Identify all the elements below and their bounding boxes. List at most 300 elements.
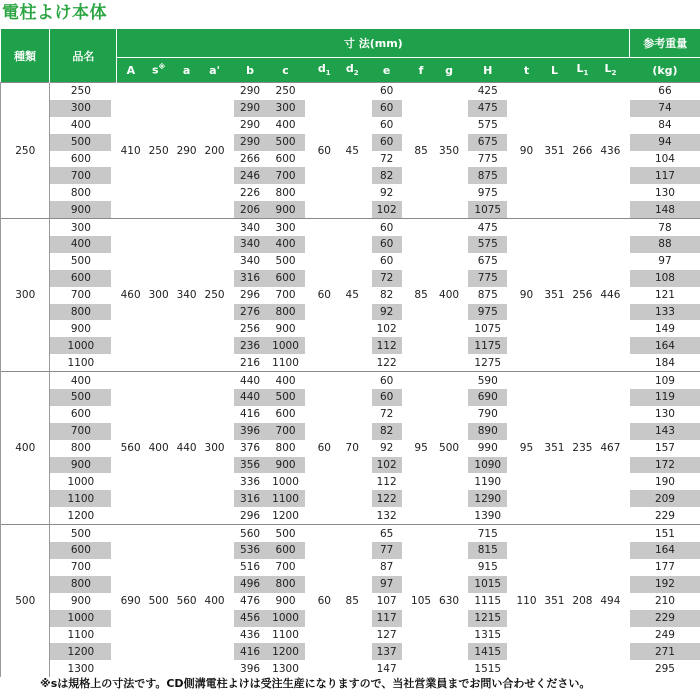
cell-a-upper: 410 <box>117 83 145 219</box>
cell-b: 396 <box>234 423 266 440</box>
cell-t: 110 <box>513 525 541 678</box>
cell-c: 400 <box>266 236 305 253</box>
cell-l2: 494 <box>596 525 624 678</box>
product-cell: 600 <box>50 542 111 559</box>
gap-cell <box>305 423 310 440</box>
gap-cell <box>111 610 116 627</box>
header-col-b: b <box>234 58 266 83</box>
cell-h: 425 <box>468 83 507 100</box>
cell-e: 132 <box>376 509 397 522</box>
cell-e: 102 <box>372 201 402 218</box>
product-cell: 700 <box>70 289 91 302</box>
gap-cell <box>507 507 512 524</box>
cell-e: 97 <box>372 576 402 593</box>
cell-d1: 60 <box>310 372 338 525</box>
cell-b: 290 <box>234 100 266 117</box>
cell-c: 500 <box>266 389 305 406</box>
gap-cell <box>402 270 407 287</box>
gap-cell <box>111 423 116 440</box>
weight-cell: 271 <box>630 643 700 660</box>
cell-e: 60 <box>372 219 402 236</box>
cell-l: 351 <box>540 219 568 372</box>
cell-h: 1190 <box>474 475 502 488</box>
gap-cell <box>402 559 407 576</box>
header-col-s: s※ <box>145 58 173 83</box>
gap-cell <box>111 473 116 490</box>
cell-c: 900 <box>275 322 296 335</box>
gap-cell <box>402 320 407 337</box>
gap-cell <box>507 304 512 321</box>
gap-cell <box>507 627 512 644</box>
cell-s: 500 <box>145 525 173 678</box>
product-cell: 500 <box>50 134 111 151</box>
gap-cell <box>507 457 512 474</box>
gap-cell <box>507 643 512 660</box>
cell-t: 95 <box>513 372 541 525</box>
product-cell: 700 <box>70 561 91 574</box>
gap-cell <box>507 354 512 371</box>
cell-s: 250 <box>145 83 173 219</box>
cell-c: 700 <box>275 289 296 302</box>
gap-cell <box>402 490 407 507</box>
gap-cell <box>402 473 407 490</box>
cell-e: 112 <box>372 337 402 354</box>
header-col-g: g <box>435 58 463 83</box>
cell-h: 890 <box>468 423 507 440</box>
gap-cell <box>111 184 116 201</box>
gap-cell <box>402 253 407 270</box>
cell-b: 560 <box>234 525 266 542</box>
header-col-c: c <box>266 58 305 83</box>
gap-cell <box>507 151 512 168</box>
cell-a: 290 <box>173 83 201 219</box>
weight-cell: 133 <box>630 304 700 321</box>
product-cell: 300 <box>50 219 111 236</box>
cell-d2: 70 <box>338 372 366 525</box>
weight-cell: 109 <box>630 372 700 389</box>
product-cell: 1000 <box>50 337 111 354</box>
product-cell: 1100 <box>67 356 95 369</box>
product-cell: 500 <box>70 255 91 268</box>
product-cell: 800 <box>70 186 91 199</box>
cell-d1: 60 <box>310 525 338 678</box>
cell-b: 246 <box>234 167 266 184</box>
type-cell: 300 <box>1 219 50 372</box>
type-cell: 250 <box>1 83 50 219</box>
cell-e: 107 <box>376 595 397 608</box>
cell-b: 476 <box>240 595 261 608</box>
cell-h: 990 <box>477 442 498 455</box>
product-cell: 900 <box>50 201 111 218</box>
gap-cell <box>507 320 512 337</box>
gap-cell <box>305 304 310 321</box>
cell-h: 1075 <box>468 201 507 218</box>
cell-b: 316 <box>234 270 266 287</box>
cell-b: 340 <box>240 255 261 268</box>
gap-cell <box>111 559 116 576</box>
gap-cell <box>402 423 407 440</box>
gap-cell <box>305 389 310 406</box>
gap-cell <box>111 593 116 610</box>
cell-h: 575 <box>477 119 498 132</box>
cell-e: 60 <box>379 255 394 268</box>
gap-cell <box>305 337 310 354</box>
product-cell: 1100 <box>67 628 95 641</box>
gap-cell <box>111 406 116 423</box>
header-col-d1: $d_1$ <box>310 58 338 83</box>
cell-e: 72 <box>379 408 394 421</box>
product-cell: 1200 <box>67 509 95 522</box>
cell-a: 560 <box>173 525 201 678</box>
product-cell: 800 <box>50 576 111 593</box>
header-col-f: f <box>407 58 435 83</box>
gap-cell <box>305 610 310 627</box>
cell-e: 87 <box>379 561 394 574</box>
weight-cell: 74 <box>630 100 700 117</box>
gap-cell <box>507 610 512 627</box>
weight-cell: 130 <box>654 408 675 421</box>
cell-a: 340 <box>173 219 201 372</box>
cell-b: 290 <box>234 134 266 151</box>
cell-c: 400 <box>266 372 305 389</box>
weight-cell: 97 <box>658 255 672 268</box>
cell-b: 440 <box>234 372 266 389</box>
cell-c: 600 <box>275 153 296 165</box>
cell-t: 90 <box>513 219 541 372</box>
page-title: 電柱よけ本体 <box>2 3 107 23</box>
cell-e: 82 <box>372 167 402 184</box>
cell-f: 85 <box>407 219 435 372</box>
gap-cell <box>507 134 512 151</box>
gap-cell <box>507 542 512 559</box>
cell-h: 975 <box>468 304 507 321</box>
cell-b: 256 <box>240 322 261 335</box>
cell-h: 475 <box>468 219 507 236</box>
s-note-mark: ※ <box>158 63 166 72</box>
weight-cell: 172 <box>630 457 700 474</box>
product-cell: 800 <box>50 304 111 321</box>
cell-l: 351 <box>540 525 568 678</box>
table-row <box>1 83 700 100</box>
header-row-1 <box>1 29 700 58</box>
gap-cell <box>111 627 116 644</box>
cell-c: 800 <box>275 442 296 455</box>
cell-b: 376 <box>240 442 261 455</box>
cell-b: 536 <box>234 542 266 559</box>
cell-c: 1200 <box>266 643 305 660</box>
cell-d2: 45 <box>338 83 366 219</box>
cell-b: 216 <box>240 356 261 369</box>
weight-cell: 192 <box>630 576 700 593</box>
cell-e: 60 <box>372 236 402 253</box>
cell-c: 1000 <box>272 475 299 488</box>
gap-cell <box>507 287 512 304</box>
weight-cell: 84 <box>658 119 672 132</box>
gap-cell <box>402 117 407 134</box>
cell-b: 340 <box>234 219 266 236</box>
cell-c: 700 <box>266 167 305 184</box>
cell-e: 77 <box>372 542 402 559</box>
weight-cell: 104 <box>654 153 675 165</box>
cell-e: 82 <box>372 423 402 440</box>
cell-c: 1000 <box>266 337 305 354</box>
cell-g: 630 <box>435 525 463 678</box>
header-col-e: e <box>372 58 402 83</box>
weight-cell: 190 <box>654 475 675 488</box>
weight-cell: 108 <box>630 270 700 287</box>
header-col-h: H <box>468 58 507 83</box>
gap-cell <box>111 253 116 270</box>
cell-t: 90 <box>513 83 541 219</box>
cell-b: 296 <box>240 509 261 522</box>
gap-cell <box>305 167 310 184</box>
cell-f: 105 <box>407 525 435 678</box>
header-col-a: a <box>173 58 201 83</box>
gap-cell <box>305 542 310 559</box>
cell-s: 300 <box>145 219 173 372</box>
cell-b: 440 <box>234 389 266 406</box>
gap-cell <box>402 643 407 660</box>
gap-cell <box>111 100 116 117</box>
gap-cell <box>111 354 116 371</box>
product-cell: 900 <box>70 322 91 335</box>
product-cell: 900 <box>50 457 111 474</box>
gap-cell <box>402 576 407 593</box>
gap-cell <box>305 320 310 337</box>
gap-cell <box>402 542 407 559</box>
gap-cell <box>305 100 310 117</box>
cell-h: 675 <box>468 134 507 151</box>
cell-e: 60 <box>372 372 402 389</box>
gap-cell <box>507 389 512 406</box>
cell-b: 340 <box>234 236 266 253</box>
cell-c: 700 <box>275 561 296 574</box>
cell-b: 296 <box>240 289 261 302</box>
spec-table <box>0 29 700 677</box>
gap-cell <box>111 389 116 406</box>
gap-cell <box>111 490 116 507</box>
gap-cell <box>402 167 407 184</box>
product-cell: 700 <box>50 167 111 184</box>
header-col-l: L <box>540 58 568 83</box>
cell-l1: 256 <box>568 219 596 372</box>
weight-cell: 94 <box>630 134 700 151</box>
gap-cell <box>507 184 512 201</box>
header-col-a: A <box>117 58 145 83</box>
cell-e: 72 <box>372 270 402 287</box>
cell-d2: 45 <box>338 219 366 372</box>
gap-cell <box>507 593 512 610</box>
cell-c: 800 <box>266 304 305 321</box>
cell-a-prime: 250 <box>201 219 229 372</box>
cell-l1: 208 <box>568 525 596 678</box>
gap-cell <box>402 440 407 457</box>
cell-b: 316 <box>234 490 266 507</box>
cell-h: 1015 <box>468 576 507 593</box>
cell-b: 356 <box>234 457 266 474</box>
cell-h: 575 <box>468 236 507 253</box>
header-col-t: t <box>513 58 541 83</box>
cell-c: 400 <box>275 119 296 132</box>
gap-cell <box>402 287 407 304</box>
cell-e: 92 <box>379 442 394 455</box>
gap-cell <box>111 270 116 287</box>
cell-h: 790 <box>477 408 498 421</box>
gap-cell <box>507 253 512 270</box>
cell-c: 300 <box>266 219 305 236</box>
weight-cell: 210 <box>654 595 675 608</box>
gap-cell <box>111 304 116 321</box>
gap-cell <box>305 627 310 644</box>
cell-h: 815 <box>468 542 507 559</box>
cell-l: 351 <box>540 372 568 525</box>
gap-cell <box>305 593 310 610</box>
header-dimensions: 寸 法(mm) <box>117 29 630 58</box>
cell-g: 500 <box>435 372 463 525</box>
gap-cell <box>111 542 116 559</box>
cell-s: 400 <box>145 372 173 525</box>
gap-cell <box>111 134 116 151</box>
product-cell: 300 <box>50 100 111 117</box>
cell-a-prime: 300 <box>201 372 229 525</box>
product-cell: 600 <box>50 270 111 287</box>
weight-cell: 148 <box>630 201 700 218</box>
cell-e: 137 <box>372 643 402 660</box>
gap-cell <box>305 184 310 201</box>
cell-h: 1115 <box>474 595 502 608</box>
gap-cell <box>507 576 512 593</box>
cell-c: 250 <box>266 83 305 100</box>
cell-a-upper: 460 <box>117 219 145 372</box>
cell-b: 396 <box>240 662 261 675</box>
weight-cell: 295 <box>654 662 675 675</box>
cell-c: 1200 <box>272 509 299 522</box>
cell-e: 92 <box>379 186 394 199</box>
header-col-d2: $d_2$ <box>338 58 366 83</box>
gap-cell <box>305 253 310 270</box>
cell-g: 400 <box>435 219 463 372</box>
cell-l1: 266 <box>568 83 596 219</box>
weight-cell: 209 <box>630 490 700 507</box>
cell-c: 800 <box>275 186 296 199</box>
weight-cell: 88 <box>630 236 700 253</box>
type-cell: 500 <box>1 525 50 678</box>
gap-cell <box>111 236 116 253</box>
cell-l2: 436 <box>596 83 624 219</box>
cell-h: 690 <box>468 389 507 406</box>
gap-cell <box>402 184 407 201</box>
cell-c: 900 <box>275 595 296 608</box>
cell-h: 1315 <box>474 628 502 641</box>
cell-h: 675 <box>477 255 498 268</box>
cell-b: 496 <box>234 576 266 593</box>
gap-cell <box>111 576 116 593</box>
gap-cell <box>305 507 310 524</box>
cell-e: 102 <box>376 322 397 335</box>
table-row <box>1 372 700 389</box>
gap-cell <box>507 201 512 218</box>
cell-b: 236 <box>234 337 266 354</box>
gap-cell <box>507 270 512 287</box>
gap-cell <box>507 423 512 440</box>
cell-a: 440 <box>173 372 201 525</box>
product-cell: 400 <box>50 372 111 389</box>
cell-h: 1390 <box>474 509 502 522</box>
gap-cell <box>507 406 512 423</box>
cell-b: 266 <box>240 153 261 165</box>
gap-cell <box>111 287 116 304</box>
weight-cell: 157 <box>654 442 675 455</box>
weight-cell: 164 <box>630 542 700 559</box>
gap-cell <box>402 151 407 168</box>
cell-e: 147 <box>376 662 397 675</box>
cell-e: 60 <box>372 83 402 100</box>
product-cell: 1000 <box>50 610 111 627</box>
cell-c: 1100 <box>272 628 299 641</box>
gap-cell <box>305 559 310 576</box>
cell-h: 975 <box>477 186 498 199</box>
gap-cell <box>111 320 116 337</box>
gap-cell <box>305 236 310 253</box>
gap-cell <box>402 134 407 151</box>
product-cell: 1200 <box>50 643 111 660</box>
cell-c: 1000 <box>266 610 305 627</box>
cell-b: 290 <box>234 83 266 100</box>
gap-cell <box>111 507 116 524</box>
weight-cell: 119 <box>630 389 700 406</box>
product-cell: 1000 <box>67 475 95 488</box>
product-cell: 600 <box>70 408 91 421</box>
footnote: ※sは規格上の寸法です。CD側溝電柱よけは受注生産になりますので、当社営業員までお問い合わせください。 <box>40 677 591 690</box>
cell-e: 102 <box>372 457 402 474</box>
gap-cell <box>305 354 310 371</box>
cell-c: 600 <box>275 408 296 421</box>
gap-cell <box>507 490 512 507</box>
weight-cell: 249 <box>654 628 675 641</box>
header-product: 品名 <box>50 29 117 83</box>
gap-cell <box>402 201 407 218</box>
cell-f: 95 <box>407 372 435 525</box>
gap-cell <box>111 337 116 354</box>
cell-e: 65 <box>372 525 402 542</box>
gap-cell <box>402 406 407 423</box>
product-cell: 400 <box>70 119 91 132</box>
gap-cell <box>305 440 310 457</box>
cell-b: 456 <box>234 610 266 627</box>
cell-b: 436 <box>240 628 261 641</box>
gap-cell <box>507 167 512 184</box>
cell-c: 300 <box>266 100 305 117</box>
cell-d1: 60 <box>310 83 338 219</box>
cell-c: 600 <box>266 270 305 287</box>
gap-cell <box>305 151 310 168</box>
gap-cell <box>402 457 407 474</box>
gap-cell <box>111 201 116 218</box>
cell-d2: 85 <box>338 525 366 678</box>
gap-cell <box>305 117 310 134</box>
table-row <box>1 219 700 236</box>
cell-c: 600 <box>266 542 305 559</box>
weight-cell: 121 <box>654 289 675 302</box>
cell-c: 500 <box>266 134 305 151</box>
gap-cell <box>402 610 407 627</box>
gap-cell <box>111 457 116 474</box>
gap-cell <box>305 270 310 287</box>
cell-e: 72 <box>379 153 394 165</box>
cell-b: 226 <box>240 186 261 199</box>
cell-h: 1075 <box>474 322 502 335</box>
weight-cell: 184 <box>654 356 675 369</box>
